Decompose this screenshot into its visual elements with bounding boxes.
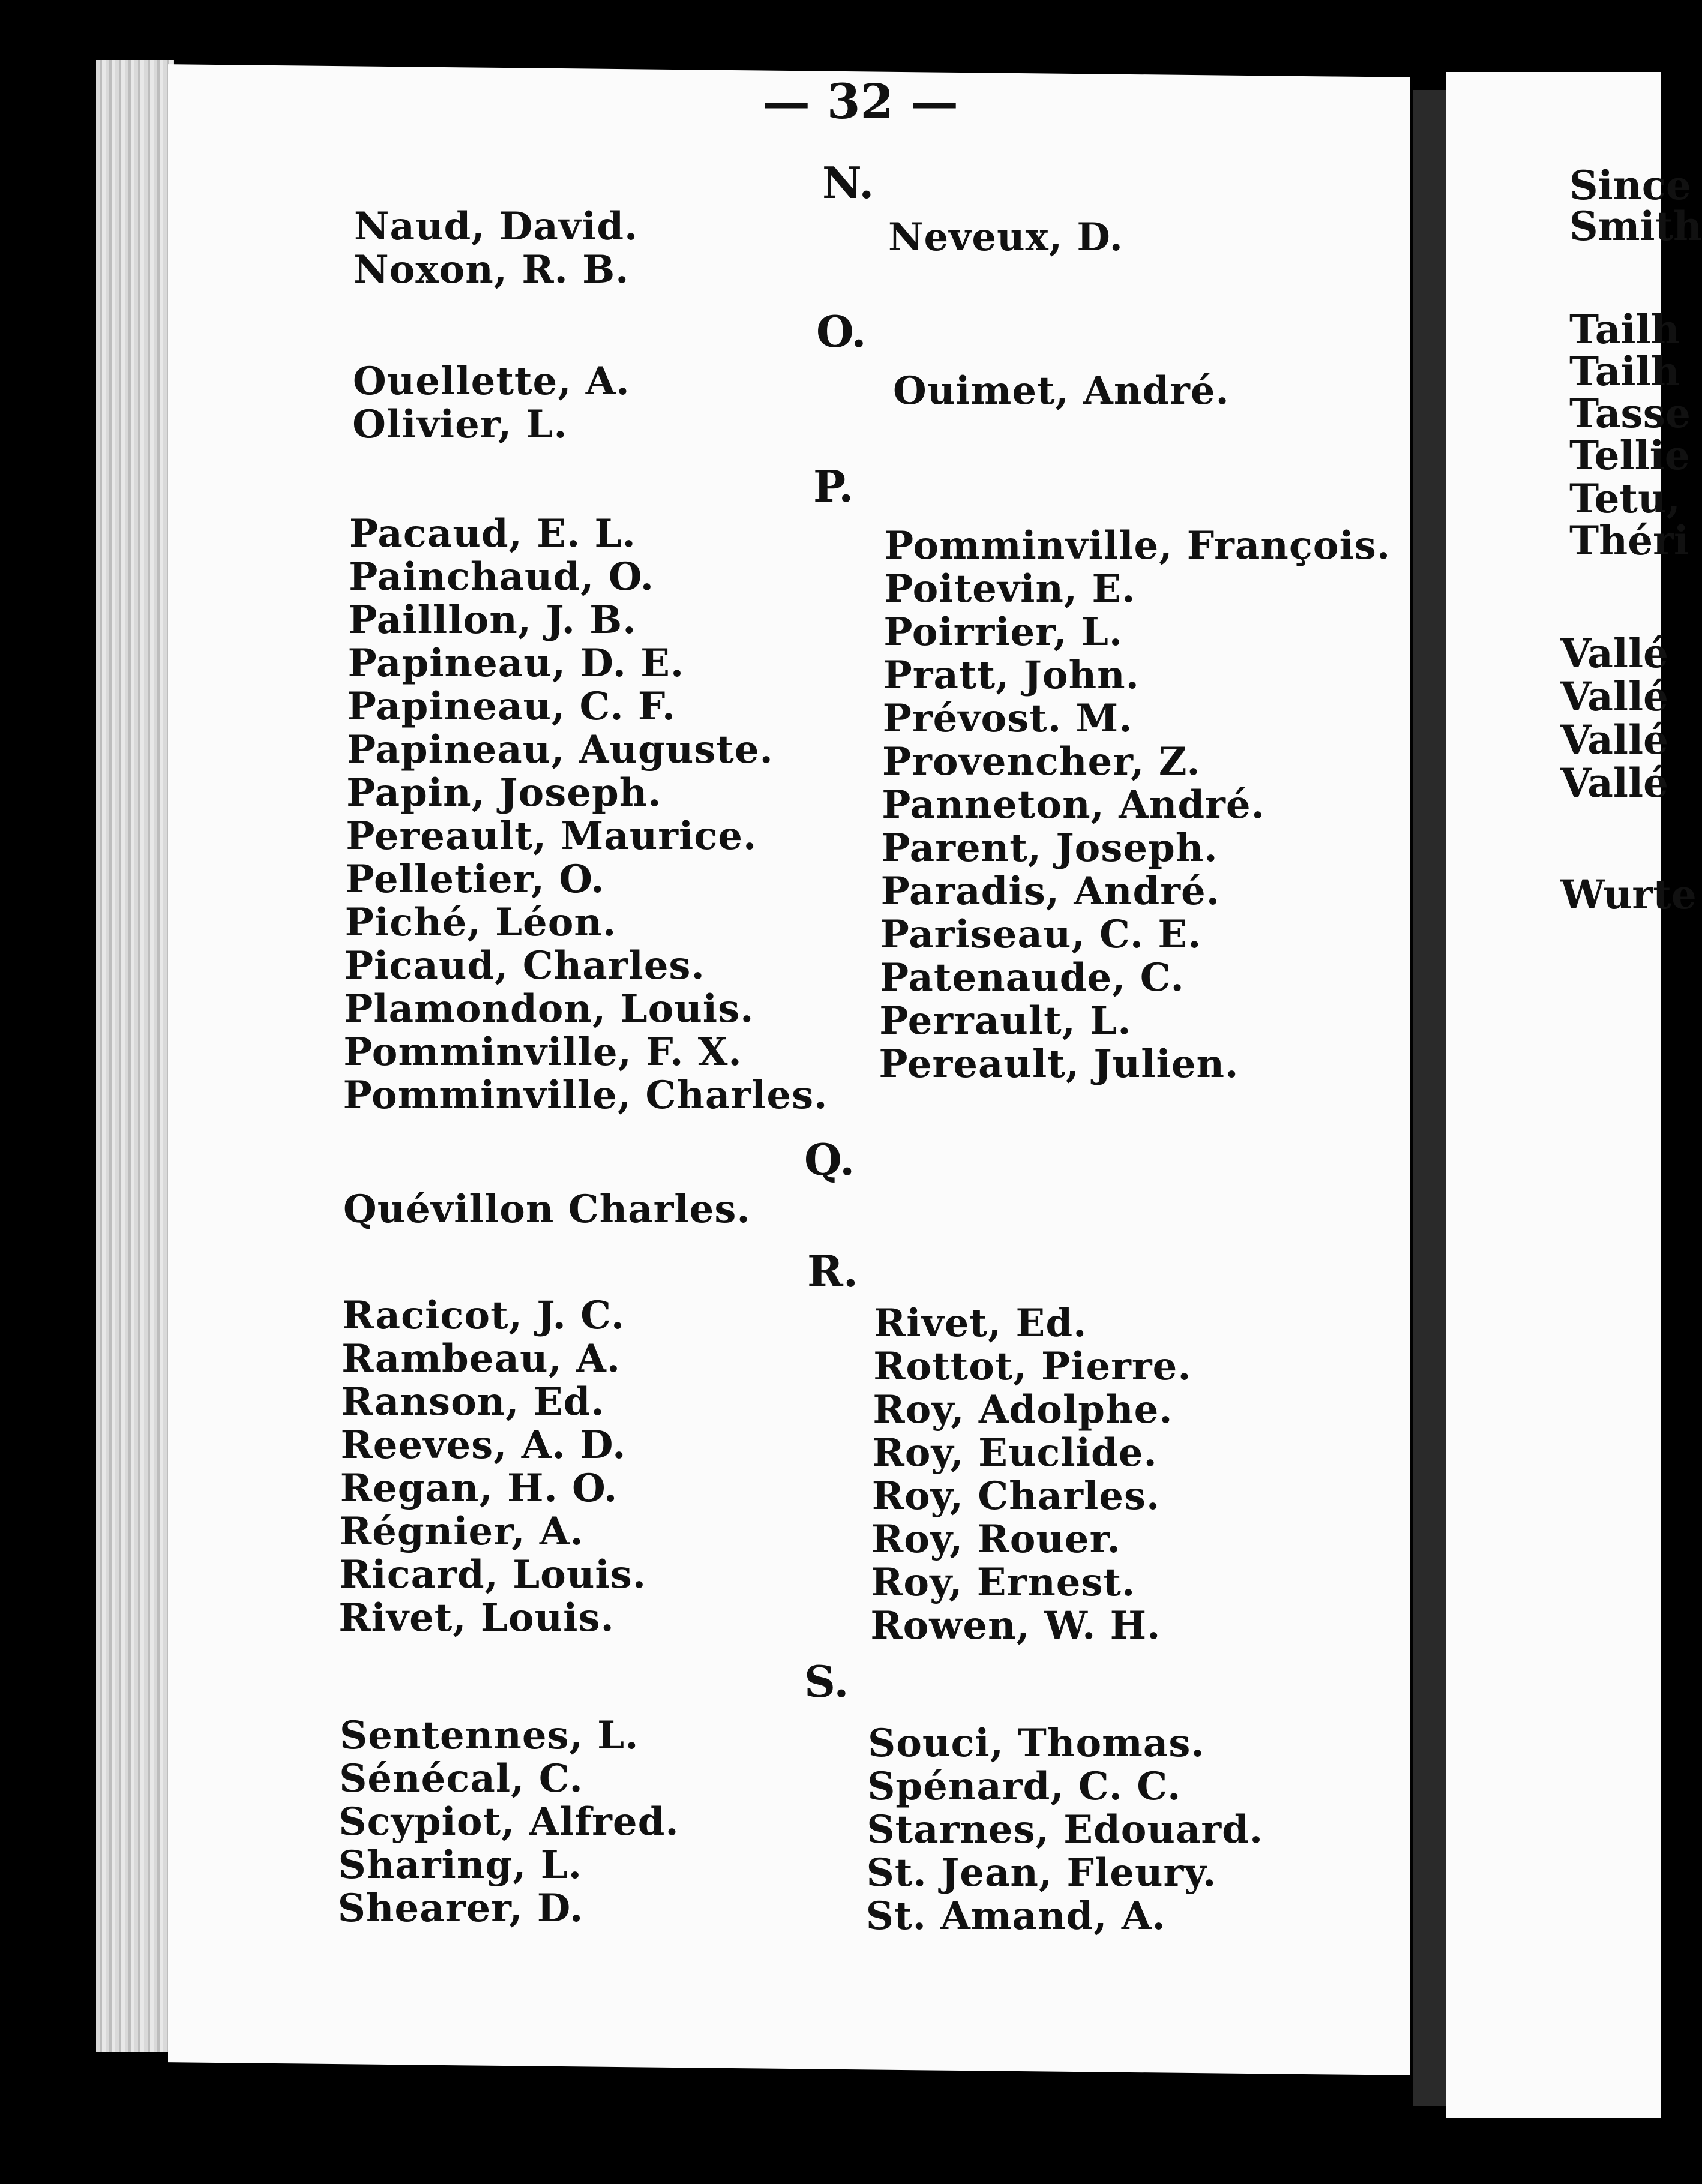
book-gutter <box>1413 90 1449 2106</box>
name-entry: Perrault, L. <box>879 998 1132 1043</box>
facing-page-fragment: Tailh <box>1569 306 1680 353</box>
name-entry: Roy, Ernest. <box>871 1560 1136 1605</box>
name-entry: Rowen, W. H. <box>870 1603 1161 1648</box>
name-entry: Ranson, Ed. <box>341 1379 605 1424</box>
name-entry: Pratt, John. <box>883 653 1140 698</box>
name-entry: Panneton, André. <box>882 782 1265 827</box>
name-entry: Pelletier, O. <box>345 857 605 902</box>
page-edge-stack <box>96 60 174 2052</box>
facing-page-fragment: Vallé <box>1560 630 1669 677</box>
name-entry: St. Amand, A. <box>865 1894 1166 1939</box>
name-entry: Papineau, Auguste. <box>347 727 774 772</box>
facing-page-fragment: Tasse <box>1569 390 1691 437</box>
name-entry: Papin, Joseph. <box>346 770 662 815</box>
facing-page-fragment: Tellie <box>1569 432 1690 479</box>
section-letter-n: N. <box>822 157 874 208</box>
name-entry: Shearer, D. <box>337 1886 584 1931</box>
facing-page-fragment: Vallé <box>1560 673 1669 720</box>
name-entry: Sharing, L. <box>338 1843 582 1888</box>
name-entry: Rivet, Louis. <box>338 1595 615 1640</box>
name-entry: Roy, Charles. <box>871 1474 1161 1519</box>
section-letter-o: O. <box>816 306 867 357</box>
name-entry: Pereault, Maurice. <box>346 814 757 859</box>
name-entry: Quévillon Charles. <box>343 1187 751 1232</box>
name-entry: Parent, Joseph. <box>881 826 1218 871</box>
name-entry: Olivier, L. <box>352 402 568 447</box>
name-entry: Prévost. M. <box>882 696 1133 741</box>
name-entry: Piché, Léon. <box>344 900 617 945</box>
name-entry: Papineau, D. E. <box>347 641 685 686</box>
name-entry: Pereault, Julien. <box>879 1042 1239 1087</box>
name-entry: Pailllon, J. B. <box>348 598 637 643</box>
facing-page-fragment: Wurte <box>1560 871 1697 918</box>
name-entry: Spénard, C. C. <box>867 1764 1182 1809</box>
name-entry: Provencher, Z. <box>882 739 1201 784</box>
section-letter-q: Q. <box>804 1134 855 1185</box>
name-entry: Pomminville, F. X. <box>343 1030 742 1075</box>
name-entry: Ouellette, A. <box>353 359 630 404</box>
name-entry: Sentennes, L. <box>340 1713 639 1758</box>
facing-page-fragment: Tailh <box>1569 348 1680 395</box>
name-entry: Noxon, R. B. <box>353 247 630 292</box>
name-entry: St. Jean, Fleury. <box>866 1850 1217 1895</box>
facing-page-fragment: Tetu, <box>1569 475 1680 522</box>
name-entry: Picaud, Charles. <box>344 943 705 988</box>
name-entry: Pomminville, François. <box>885 523 1391 568</box>
name-entry: Sénécal, C. <box>339 1756 583 1801</box>
name-entry: Pomminville, Charles. <box>343 1073 828 1118</box>
name-entry: Naud, David. <box>354 204 639 249</box>
section-letter-r: R. <box>807 1246 858 1297</box>
name-entry: Neveux, D. <box>888 215 1123 260</box>
name-entry: Rottot, Pierre. <box>873 1344 1192 1389</box>
section-letter-p: P. <box>813 461 854 512</box>
name-entry: Patenaude, C. <box>880 955 1185 1000</box>
page-number: — 32 — <box>762 73 959 130</box>
name-entry: Ouimet, André. <box>893 368 1230 413</box>
section-letter-s: S. <box>804 1656 849 1707</box>
name-entry: Reeves, A. D. <box>340 1423 627 1468</box>
name-entry: Pacaud, E. L. <box>349 511 636 556</box>
name-entry: Starnes, Edouard. <box>867 1807 1264 1852</box>
name-entry: Rambeau, A. <box>341 1336 621 1381</box>
name-entry: Regan, H. O. <box>340 1466 618 1511</box>
name-entry: Plamondon, Louis. <box>344 986 754 1031</box>
name-entry: Scypiot, Alfred. <box>338 1799 679 1844</box>
name-entry: Poitevin, E. <box>884 566 1136 611</box>
name-entry: Racicot, J. C. <box>342 1293 625 1338</box>
facing-page <box>1446 72 1702 2118</box>
name-entry: Paradis, André. <box>880 869 1220 914</box>
name-entry: Ricard, Louis. <box>339 1552 646 1597</box>
name-entry: Rivet, Ed. <box>874 1301 1087 1346</box>
facing-page-fragment: Since <box>1569 162 1691 209</box>
name-entry: Papineau, C. F. <box>347 684 676 729</box>
name-entry: Souci, Thomas. <box>868 1721 1205 1766</box>
facing-page-fragment: Vallé <box>1560 716 1669 763</box>
facing-page-fragment: Théri <box>1569 517 1689 564</box>
name-entry: Pariseau, C. E. <box>880 912 1202 957</box>
facing-page-fragment: Vallé <box>1560 760 1669 806</box>
name-entry: Régnier, A. <box>340 1509 584 1554</box>
name-entry: Roy, Euclide. <box>872 1430 1158 1475</box>
facing-page-fragment: Smith <box>1569 203 1702 250</box>
name-entry: Roy, Rouer. <box>871 1517 1121 1562</box>
name-entry: Painchaud, O. <box>349 554 654 599</box>
name-entry: Roy, Adolphe. <box>873 1387 1173 1432</box>
name-entry: Poirrier, L. <box>883 610 1123 655</box>
